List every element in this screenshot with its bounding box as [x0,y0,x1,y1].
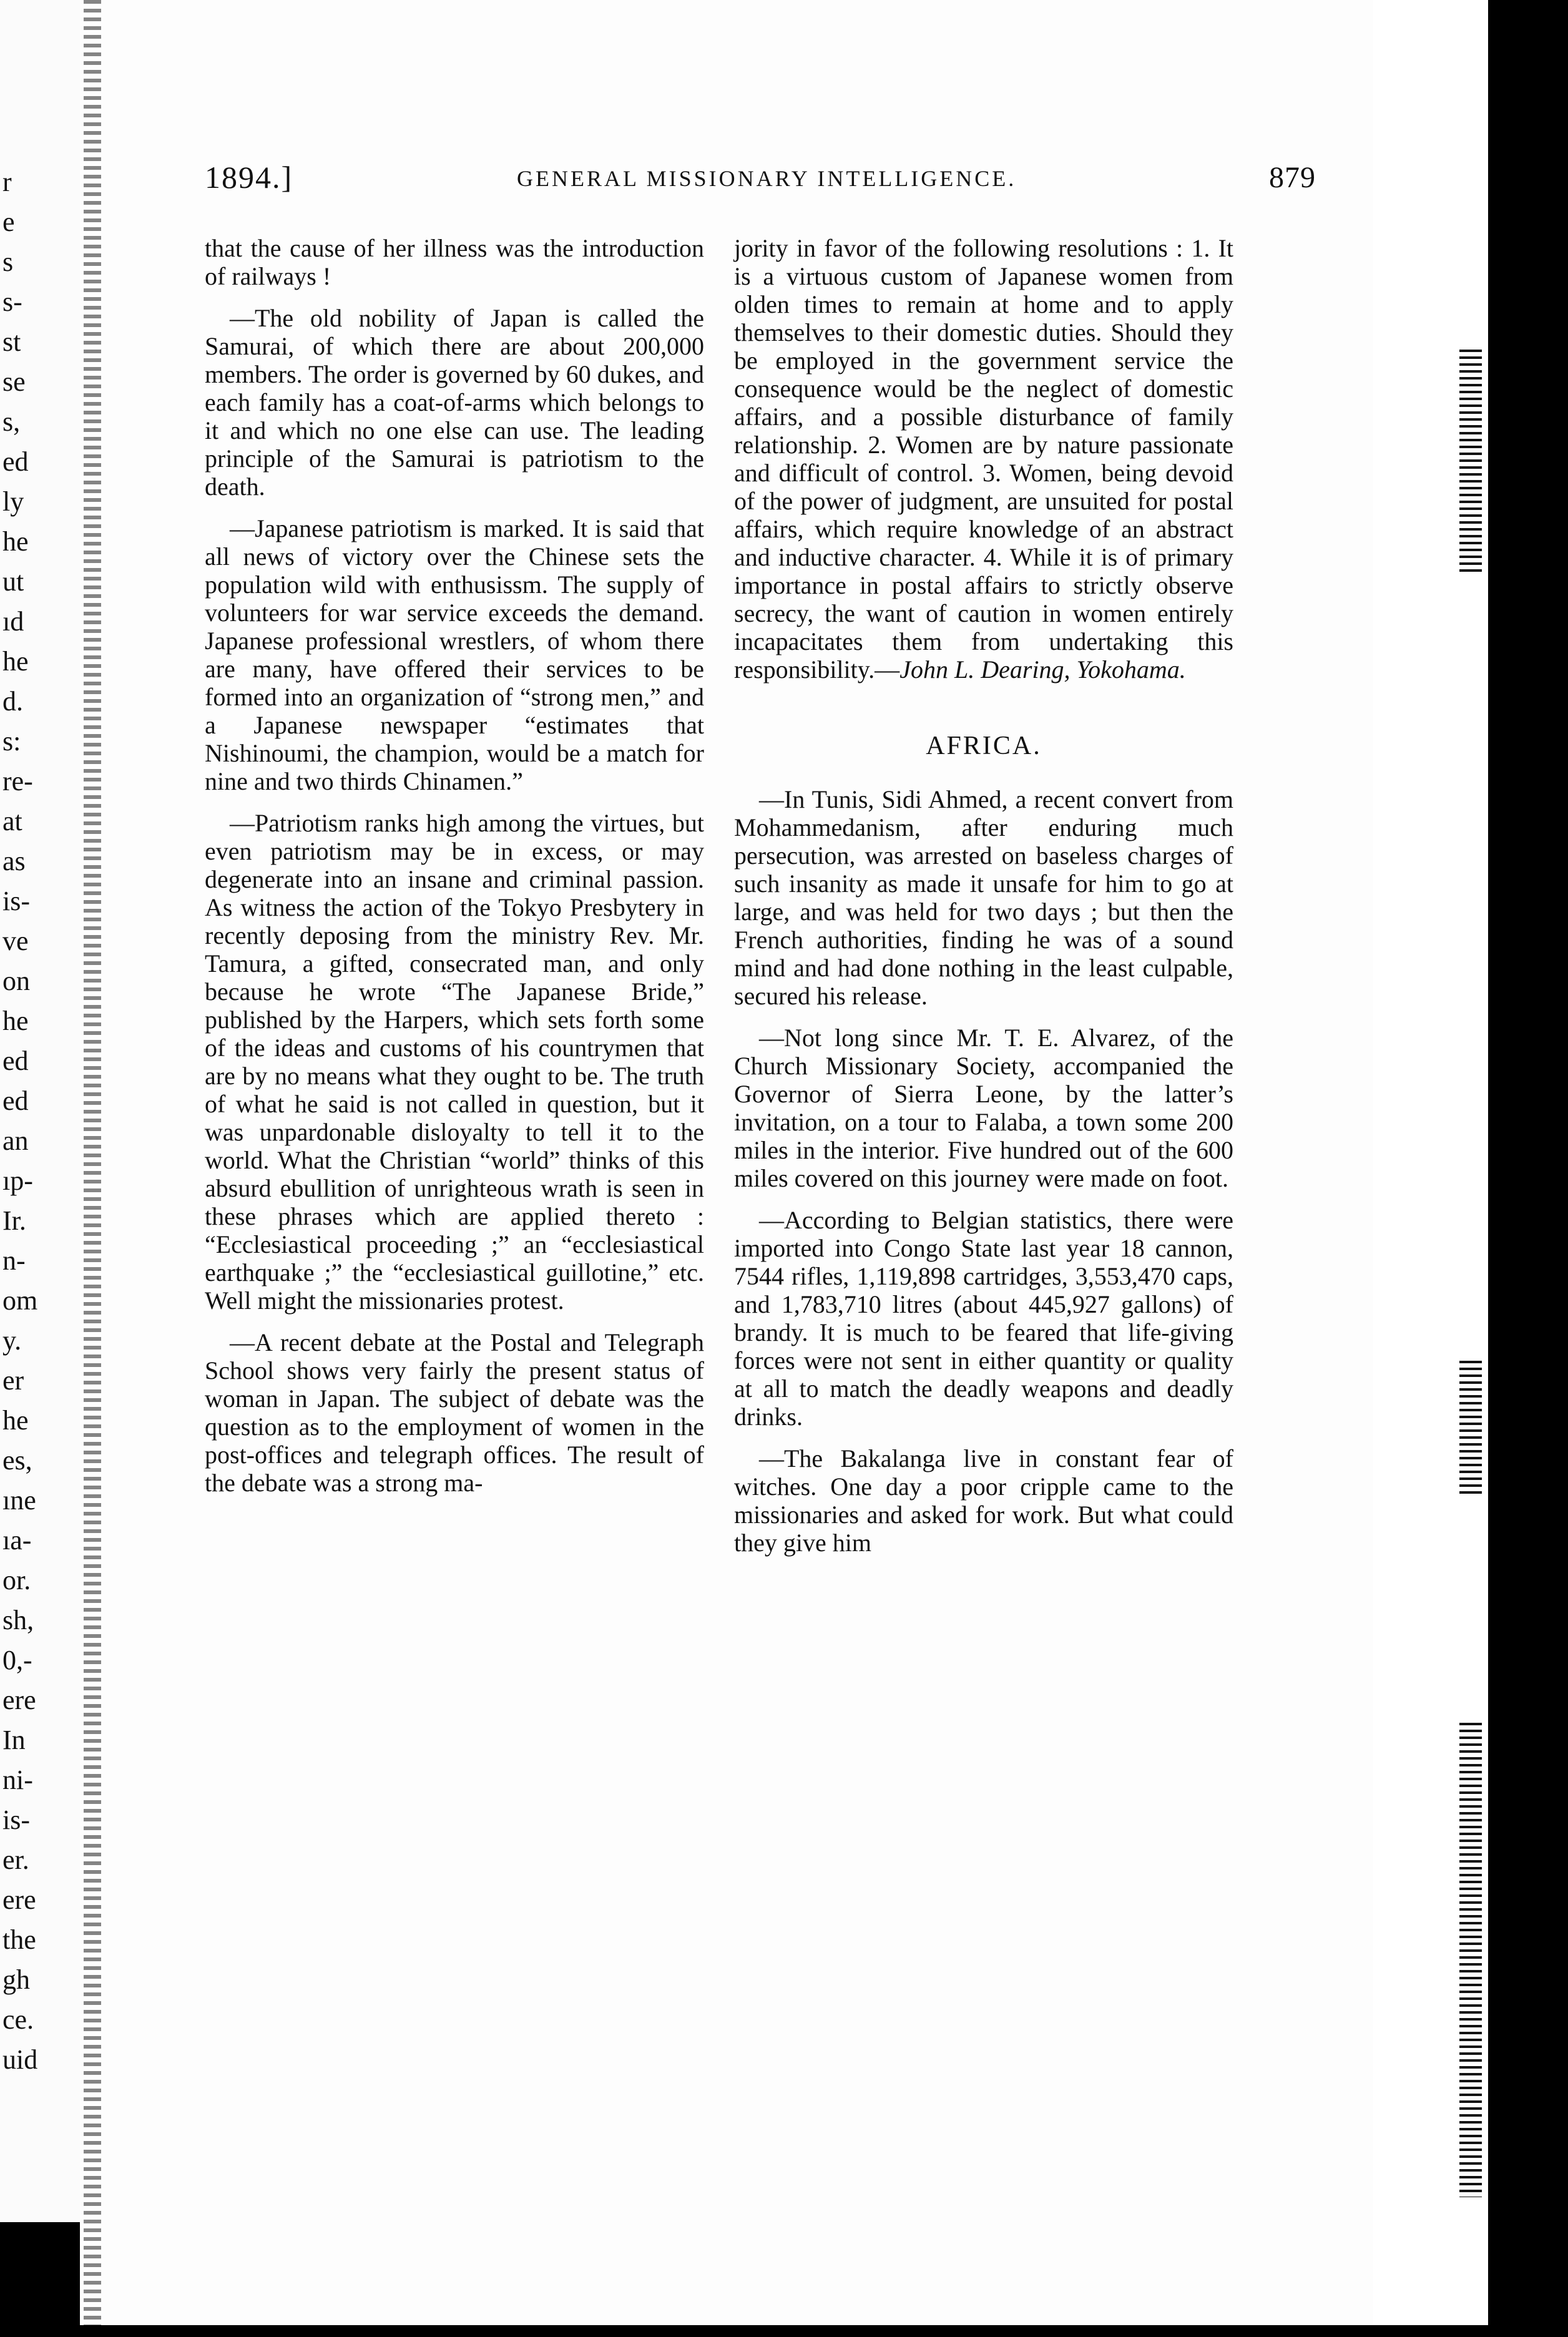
facing-page-fragment: n- [2,1245,26,1276]
author-signature: John L. Dearing, Yokohama. [899,655,1186,683]
facing-page-fragment: s: [2,726,21,757]
facing-page-fragment: s- [2,287,22,317]
facing-page-fragment: sh, [2,1605,34,1635]
paragraph: —The Bakalanga live in constant fear of witches. One day a poor cripple came to the missionaries and asked for work. But what could they give him [734,1444,1233,1557]
facing-page-fragment: se [2,366,26,397]
facing-page-fragment: om [2,1285,38,1316]
paragraph: —Japanese patriotism is marked. It is said that all news of victory over the Chinese sets the population wild with enthusissm. The supply of volunteers for war service exceeds the demand. Japanese professional wrestlers, of whom there are many, have offered their services to be formed into an organization of “strong men,” and a Japanese newspaper “estimates that Nishinoumi, the champion, would be a match for nine and two thirds Chinamen.” [205,514,704,795]
facing-page-fragment: ve [2,926,29,956]
facing-page-fragment: In [2,1725,26,1755]
facing-page-fragment: ed [2,446,29,477]
facing-page-edge [0,0,84,2222]
facing-page-fragment: ıd [2,606,24,637]
facing-page-fragment: he [2,1405,29,1436]
page-right-edge [1373,0,1488,2325]
facing-page-fragment: Ir. [2,1205,26,1236]
paragraph: —The old nobility of Japan is called the Samurai, of which there are about 200,000 members. The order is governed by 60 dukes, and each family has a coat-of-arms which belongs to it and which no one else can use. The leading principle of the Samurai is patriotism to the death. [205,304,704,501]
facing-page-fragment: or. [2,1565,31,1595]
facing-page-fragment: y. [2,1325,22,1356]
facing-page-fragment: re- [2,766,33,796]
running-head [205,159,1316,203]
facing-page-fragment: er. [2,1845,29,1875]
facing-page-fragment: ıne [2,1485,36,1516]
facing-page-fragment: d. [2,686,23,717]
facing-page-fragment: is- [2,1805,30,1835]
facing-page-fragment: gh [2,1964,30,1995]
left-column [205,234,704,1511]
paragraph-text: jority in favor of the following resolutions : 1. It is a virtuous custom of Japanese women from olden times to remain at home and to apply themselves to their domestic duties. Should they be employed in the government service the consequence would be the neglect of domestic affairs, and a possible disturbance of family relationship. 2. Women are by nature passionate and difficult of control. 3. Women, being devoid of the power of judgment, are unsuited for postal affairs, which require knowledge of an abstract and inductive character. 4. While it is of primary importance in postal affairs to strictly observe secrecy, the want of caution in women entirely incapacitates them from undertaking this responsibility.— [734,234,1233,683]
facing-page-fragment: ere [2,1685,36,1715]
paragraph: —A recent debate at the Postal and Telegraph School shows very fairly the present status of woman in Japan. The subject of debate was the question as to the employment of women in the post-offices and telegraph offices. The result of the debate was a strong ma- [205,1328,704,1497]
paragraph: —Patriotism ranks high among the virtues, but even patriotism may be in excess, or may degenerate into an insane and criminal passion. As witness the action of the Tokyo Presbytery in recently deposing from the ministry Rev. Mr. Tamura, a gifted, consecrated man, and only because he wrote “The Japanese Bride,” published by the Harpers, which sets forth some of the ideas and customs of his countrymen that are by no means what they ought to be. The truth of what he said is not called in question, but it was unpardonable disloyalty to tell it to the world. What the Christian “world” thinks of this absurd ebullition of unrighteous wrath is seen in these phrases which are applied thereto : “Ecclesiastical proceeding ;” an “ecclesiastical earthquake ;” the “ecclesiastical guillotine,” etc. Well might the missionaries protest. [205,809,704,1315]
facing-page-fragment: ed [2,1085,29,1116]
facing-page-fragment: er [2,1365,24,1396]
facing-page-fragment: st [2,326,21,357]
right-column [734,234,1233,1570]
facing-page-fragment: ıa- [2,1525,32,1556]
facing-page-fragment: he [2,526,29,557]
running-head-year: 1894.] [205,160,293,195]
facing-page-fragment: ly [2,486,24,517]
facing-page-fragment: ce. [2,2004,34,2035]
binding-shadow [84,0,101,2325]
section-heading: AFRICA. [926,732,1042,760]
facing-page-fragment: e [2,207,15,237]
running-head-title: GENERAL MISSIONARY INTELLIGENCE. [517,166,1017,191]
journal-page [80,0,1453,2325]
edge-speckle [1459,350,1482,574]
facing-page-fragment: ere [2,1884,36,1915]
facing-page-fragment: s, [2,406,21,437]
edge-speckle [1459,1723,1482,2197]
facing-page-fragment: at [2,806,22,836]
facing-page-fragment: an [2,1125,29,1156]
facing-page-fragment: he [2,646,29,677]
facing-page-fragment: 0,- [2,1645,32,1675]
facing-page-fragment: on [2,966,30,996]
facing-page-fragment: the [2,1924,36,1955]
paragraph: that the cause of her illness was the introduction of railways ! [205,234,704,290]
facing-page-fragment: uid [2,2044,38,2075]
paragraph [734,234,1233,683]
facing-page-fragment: r [2,167,12,197]
facing-page-fragment: is- [2,886,30,916]
paragraph: —Not long since Mr. T. E. Alvarez, of the Church Missionary Society, accompanied the Governor of Sierra Leone, by the latter’s invitation, on a tour to Falaba, a town some 200 miles in the interior. Five hundred out of the 600 miles covered on this journey were made on foot. [734,1024,1233,1192]
facing-page-fragment: as [2,846,26,876]
facing-page-fragment: ıp- [2,1165,33,1196]
page-number: 879 [1269,161,1316,194]
facing-page-fragment: he [2,1006,29,1036]
paragraph: —According to Belgian statistics, there were imported into Congo State last year 18 cannon, 7544 rifles, 1,119,898 cartridges, 3,553,470 caps, and 1,783,710 litres (about 445,927 gallons) of brandy. It is much to be feared that life-giving forces were not sent in either quantity or quality at all to match the deadly weapons and deadly drinks. [734,1206,1233,1431]
facing-page-fragment: s [2,247,14,277]
facing-page-fragment: ni- [2,1765,33,1795]
facing-page-fragment: ut [2,566,24,597]
facing-page-fragment: es, [2,1445,32,1476]
facing-page-fragment: ed [2,1046,29,1076]
edge-speckle [1459,1361,1482,1498]
paragraph: —In Tunis, Sidi Ahmed, a recent convert from Mohammedanism, after enduring much persecution, was arrested on baseless charges of such insanity as made it unsafe for him to go at large, and was held for two days ; but then the French authorities, finding he was of a sound mind and had done nothing in the least culpable, secured his release. [734,785,1233,1010]
